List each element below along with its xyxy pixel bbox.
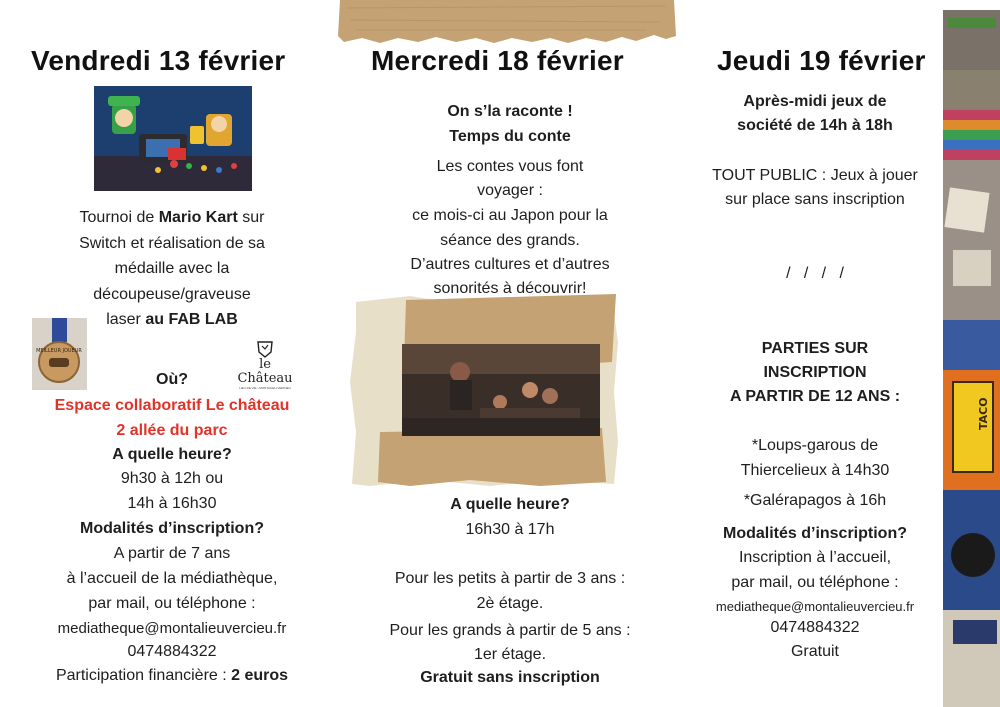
mario-kart-photo: [94, 86, 252, 191]
game-line-2: Thiercelieux à 14h30: [740, 462, 890, 479]
chateau-icon: [255, 340, 275, 358]
desc-line-1: Tournoi de Mario Kart sur: [79, 209, 265, 226]
info-line-2: 2è étage.: [476, 595, 544, 612]
when-value: 16h30 à 17h: [465, 521, 555, 538]
where-line-2: 2 allée du parc: [116, 422, 228, 439]
desc-line-2: voyager :: [477, 182, 543, 199]
parties-line-2: INSCRIPTION: [763, 364, 867, 381]
email[interactable]: mediatheque@montalieuvercieu.fr: [715, 599, 915, 614]
info-line-4: 1er étage.: [473, 646, 547, 663]
when-line-2: 14h à 16h30: [127, 495, 217, 512]
email[interactable]: mediatheque@montalieuvercieu.fr: [57, 620, 287, 637]
registration-line-1: A partir de 7 ans: [113, 545, 231, 562]
where-label: Où?: [156, 371, 188, 388]
column-friday: [12, 0, 332, 707]
desc-line-5: D’autres cultures et d’autres: [410, 256, 610, 273]
fee-line: Participation financière : 2 euros: [55, 667, 289, 684]
public-line-1: TOUT PUBLIC : Jeux à jouer: [712, 167, 918, 184]
board-games-photo: [943, 10, 1000, 707]
parties-line-1: PARTIES SUR: [761, 340, 869, 357]
medal-text: MEILLEUR JOUEUR: [36, 348, 82, 354]
logo-subtext: LIEU DE VIE • MONTALIEU-VERCIEU: [239, 386, 291, 390]
footer-free: Gratuit sans inscription: [420, 669, 600, 686]
info-line-1: Pour les petits à partir de 3 ans :: [394, 570, 626, 587]
subtitle-line-2: Temps du conte: [449, 128, 571, 145]
subtitle-line-1: On s’la raconte !: [447, 103, 573, 120]
footer-free: Gratuit: [790, 643, 839, 660]
desc-line-3: ce mois-ci au Japon pour la: [412, 207, 608, 224]
separator: / / / /: [786, 265, 844, 282]
when-label: A quelle heure?: [450, 496, 570, 513]
desc-line-1: Les contes vous font: [436, 158, 584, 175]
game-line-1: *Loups-garous de: [751, 437, 879, 454]
column-wednesday: [350, 0, 670, 707]
public-line-2: sur place sans inscription: [725, 191, 905, 208]
when-line-1: 9h30 à 12h ou: [120, 470, 224, 487]
phone[interactable]: 0474884322: [770, 619, 860, 636]
registration-label: Modalités d’inscription?: [79, 520, 264, 537]
subtitle-line-2: société de 14h à 18h: [737, 117, 893, 134]
desc-line-4: séance des grands.: [440, 232, 580, 249]
day-title-friday: Vendredi 13 février: [31, 45, 286, 76]
storytelling-photo: [350, 292, 622, 488]
day-title-wednesday: Mercredi 18 février: [371, 45, 624, 76]
desc-line-4: découpeuse/graveuse: [93, 286, 251, 303]
desc-line-2: Switch et réalisation de sa: [79, 235, 265, 252]
info-line-3: Pour les grands à partir de 5 ans :: [389, 622, 631, 639]
registration-line-3: par mail, ou téléphone :: [88, 595, 256, 612]
desc-line-6: sonorités à découvrir!: [433, 280, 587, 297]
column-thursday: [690, 0, 940, 707]
registration-line-2: par mail, ou téléphone :: [731, 574, 899, 591]
desc-line-3: médaille avec la: [114, 260, 230, 277]
parties-line-3: A PARTIR DE 12 ANS :: [729, 388, 901, 405]
taco-label: TACO: [977, 397, 990, 430]
day-title-thursday: Jeudi 19 février: [717, 45, 926, 76]
when-label: A quelle heure?: [112, 446, 232, 463]
phone[interactable]: 0474884322: [127, 643, 217, 660]
subtitle-line-1: Après-midi jeux de: [743, 93, 887, 110]
registration-label: Modalités d’inscription?: [722, 525, 907, 542]
game-line-3: *Galérapagos à 16h: [743, 492, 887, 509]
registration-line-1: Inscription à l’accueil,: [738, 549, 892, 566]
desc-line-5: laser au FAB LAB: [106, 311, 238, 328]
where-line-1: Espace collaboratif Le château: [54, 397, 290, 414]
logo-text: le Château: [237, 357, 293, 386]
registration-line-2: à l’accueil de la médiathèque,: [66, 570, 278, 587]
